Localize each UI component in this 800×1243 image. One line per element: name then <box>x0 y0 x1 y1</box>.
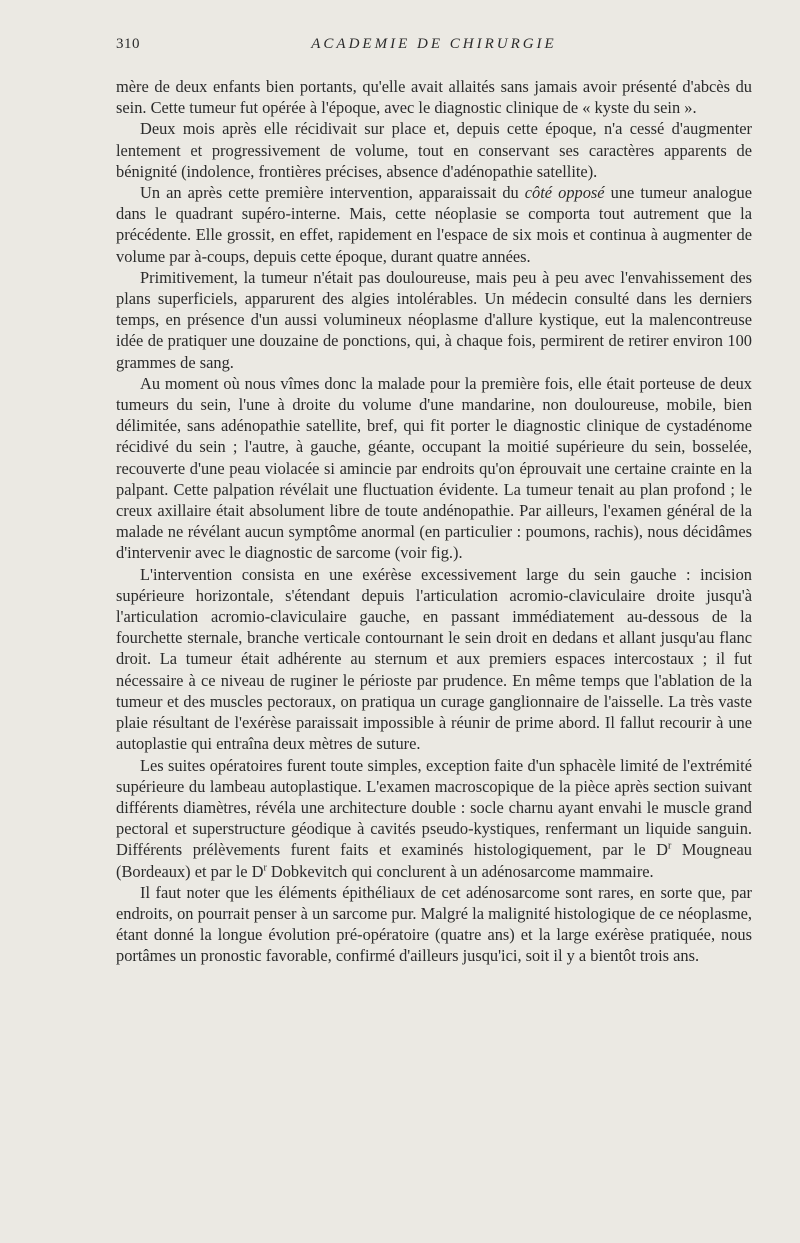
paragraph-2: Deux mois après elle récidivait sur place et, depuis cette époque, n'a cessé d'augmenter lentement et progressivement de volume, tout en conservant ses caractères apparents de bénignité (indolence, frontières précises, absence d'adénopathie satellite). <box>116 119 752 181</box>
paragraph-3-text: Un an après cette première intervention, apparaissait du <box>140 183 525 203</box>
paragraph-4: Primitivement, la tumeur n'était pas douloureuse, mais peu à peu avec l'envahissement des plans superficiels, apparurent des algies intolérables. Un médecin consulté dans les derniers temps, en présence d'un aussi volumineux néoplasme d'allure kystique, eut la malencontreuse idée de pratiquer une douzaine de ponctions, qui, à chaque fois, permirent de retirer environ 100 grammes de sang. <box>116 267 752 372</box>
paragraph-7-text-end: Dobkevitch qui conclurent à un adénosarcome mammaire. <box>266 861 654 881</box>
superscript-r: r <box>668 840 672 852</box>
paragraph-6: L'intervention consista en une exérèse excessivement large du sein gauche : incision supérieure horizontale, s'étendant depuis l'articulation acromio-claviculaire droite jusqu'à l'articulation acromio-claviculaire gauche, en passant immédiatement au-dessous de la fourchette sternale, branche verticale contournant le sein droit en dedans et allant jusqu'au flanc droit. La tumeur était adhérente au sternum et aux premiers espaces intercostaux ; il fut nécessaire à ce niveau de ruginer le périoste par prudence. En même temps que l'ablation de la tumeur et des muscles pectoraux, on pratiqua un curage ganglionnaire de l'aisselle. La très vaste plaie résultant de l'exérèse paraissait impossible à réunir de prime abord. Il fallut recourir à une autoplastie qui entraîna deux mètres de suture. <box>116 564 752 754</box>
superscript-r: r <box>263 862 267 874</box>
article-body <box>116 76 752 967</box>
paragraph-7-text: Les suites opératoires furent toute simples, exception faite d'un sphacèle limité de l'extrémité supérieure du lambeau autoplastique. L'examen macroscopique de la pièce après section suivant différents diamètres, révéla une architecture double : socle charnu ayant envahi le muscle grand pectoral et superstructure géodique à cavités pseudo-kystiques, renfermant un liquide sanguin. Différents prélèvements furent faits et examinés histologiquement, par le D <box>116 755 752 860</box>
emphasis-cote-oppose: côté opposé <box>524 183 605 203</box>
paragraph-1: mère de deux enfants bien portants, qu'elle avait allaités sans jamais avoir présenté d'abcès du sein. Cette tumeur fut opérée à l'époque, avec le diagnostic clinique de « kyste du sein ». <box>116 77 752 118</box>
running-title: ACADEMIE DE CHIRURGIE <box>311 36 557 52</box>
paragraph-8: Il faut noter que les éléments épithéliaux de cet adénosarcome sont rares, en sorte que, par endroits, on pourrait penser à un sarcome pur. Malgré la malignité histologique de ce néoplasme, étant donné la longue évolution pré-opératoire (quatre ans) et la large exérèse pratiquée, nous portâmes un pronostic favorable, confirmé d'ailleurs jusqu'ici, soit il y a bientôt trois ans. <box>116 882 752 966</box>
paragraph-3 <box>116 182 752 267</box>
page-header <box>116 36 752 58</box>
paragraph-7-text-middle: Mougneau (Bordeaux) et par le D <box>116 840 752 881</box>
paragraph-5: Au moment où nous vîmes donc la malade pour la première fois, elle était porteuse de deux tumeurs du sein, l'une à droite du volume d'une mandarine, non douloureuse, mobile, bien délimitée, sans adénopathie satellite, bref, qui fit porter le diagnostic clinique de cystadénome récidivé du sein ; l'autre, à gauche, géante, occupant la moitié supérieure du sein, bosselée, recouverte d'une peau violacée si amincie par endroits qu'on éprouvait une certaine crainte en la palpant. Cette palpation révélait une fluctuation évidente. La tumeur tenait au plan profond ; le creux axillaire était absolument libre de toute andénopathie. Par ailleurs, l'examen général de la malade ne révélant aucun symptôme anormal (en particulier : poumons, rachis), nous décidâmes d'intervenir avec le diagnostic de sarcome (voir fig.). <box>116 373 752 563</box>
paragraph-3-text-end: une tumeur analogue dans le quadrant supéro-interne. Mais, cette néoplasie se comporta tout autrement que la précédente. Elle grossit, en effet, rapidement en l'espace de six mois et continua à augmenter de volume par à-coups, depuis cette époque, durant quatre années. <box>116 183 753 266</box>
paragraph-7 <box>116 755 752 882</box>
page-number: 310 <box>116 36 140 52</box>
